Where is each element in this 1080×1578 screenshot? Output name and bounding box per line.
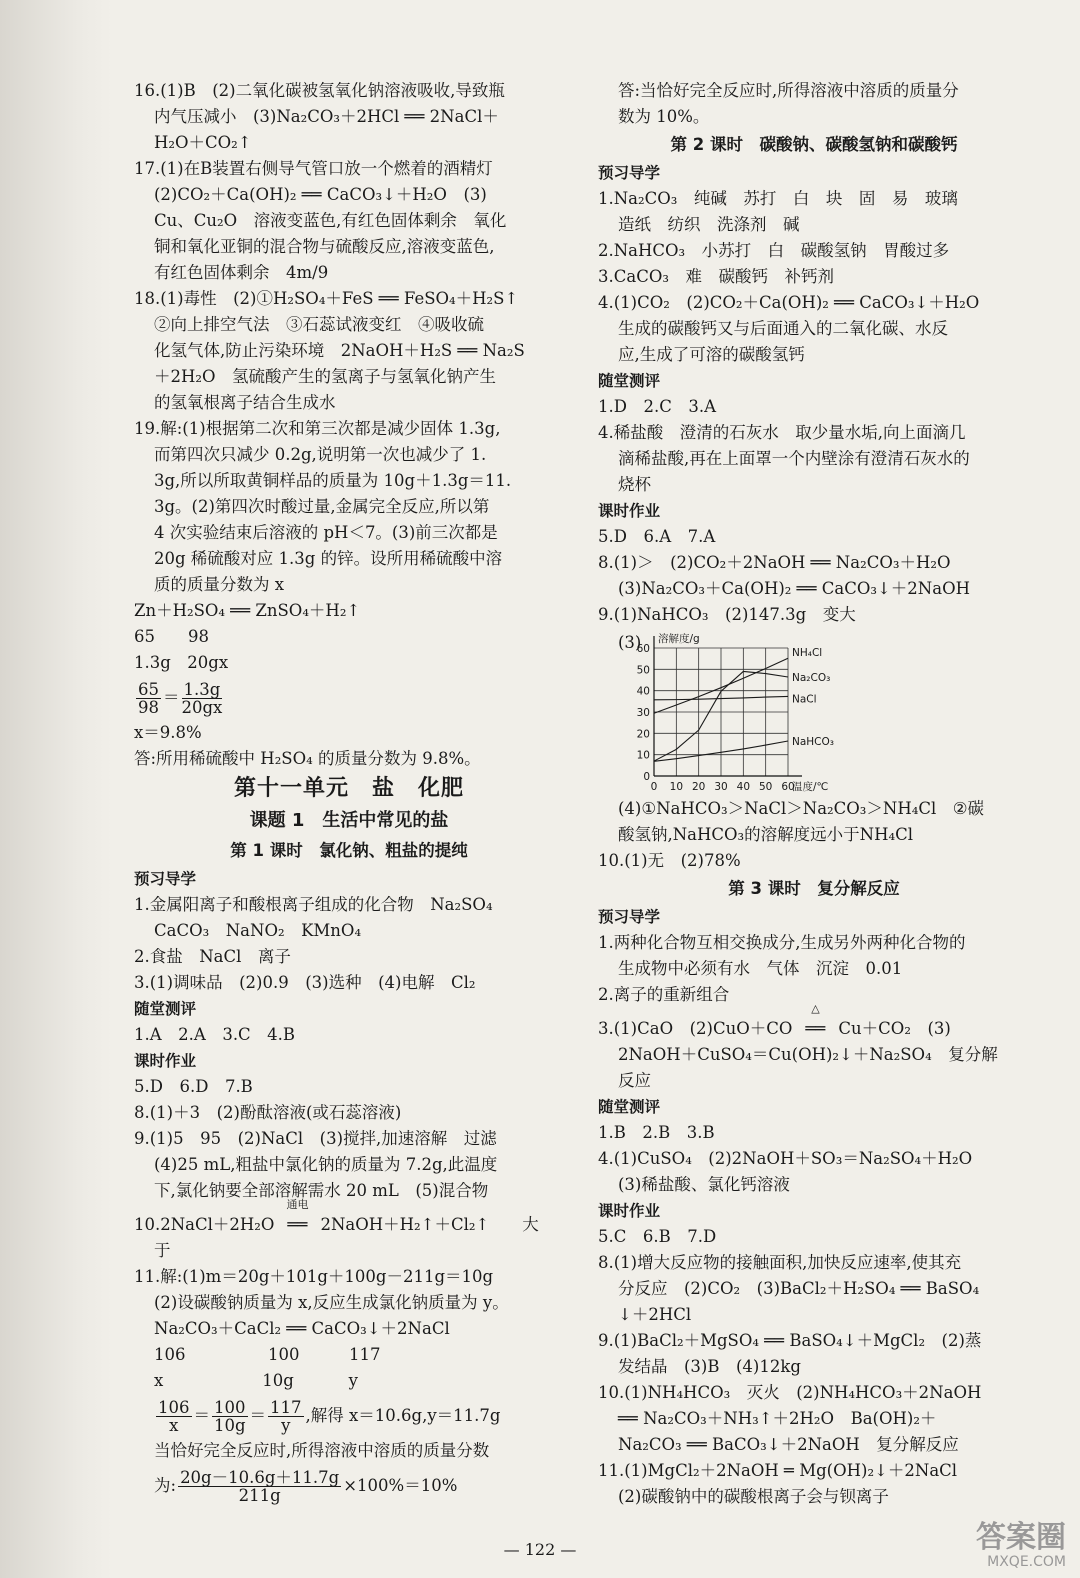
text-line: 5.D 6.D 7.B [134,1077,253,1096]
series-label: Na₂CO₃ [792,672,831,685]
topic-title: 课题 1 生活中常见的盐 [249,810,449,831]
text-line: CaCO₃ NaNO₂ KMnO₄ [154,921,362,940]
y-axis-label: 溶解度/g [658,633,700,645]
y-tick-label: 20 [636,728,650,741]
text-line: 反应 [618,1071,651,1090]
text-line: 生成的碳酸钙又与后面通入的二氧化碳、水反 [618,319,948,338]
text-line: 质的质量分数为 x [154,575,285,594]
text-line: x＝9.8% [134,723,202,742]
text-line: 10.(1)无 (2)78% [598,851,741,870]
fraction: $\frac{117}{y}$ [270,1398,302,1435]
fraction: $\frac{1.3g}{20gx}$ [181,680,223,717]
text-line: 2.离子的重新组合 [598,985,730,1004]
x-tick-label: 50 [758,781,773,793]
text-line: 1.Na₂CO₃ 纯碱 苏打 白 块 固 易 玻璃 [598,189,958,208]
text-line: 8.(1)增大反应物的接触面积,加快反应速率,使其充 [598,1253,962,1272]
lesson-title: 第 1 课时 氯化钠、粗盐的提纯 [230,841,468,860]
text-line: (2)设碳酸钠质量为 x,反应生成氯化钠质量为 y。 [154,1293,509,1312]
text-line: 发结晶 (3)B (4)12kg [618,1357,801,1376]
text-line: (4)25 mL,粗盐中氯化钠的质量为 7.2g,此温度 [154,1155,498,1174]
proportion-equation: $\frac{65}{98}$ ＝ $\frac{1.3g}{20gx}$ [138,680,223,717]
text-line: 9.(1)5 95 (2)NaCl (3)搅拌,加速溶解 过滤 [134,1129,497,1148]
chart-canvas [598,628,1030,796]
fraction: $\frac{100}{10g}$ [213,1398,246,1435]
fraction: $\frac{106}{x}$ [158,1398,190,1435]
text-line: 下,氯化钠要全部溶解需水 20 mL (5)混合物 [154,1181,489,1200]
section-label: 课时作业 [598,502,661,520]
y-tick-label: 50 [636,664,650,677]
watermark-logo [976,1522,1066,1570]
text-line: 2.NaHCO₃ 小苏打 白 碳酸氢钠 胃酸过多 [598,241,950,260]
text-line: 4.稀盐酸 澄清的石灰水 取少量水垢,向上面滴几 [598,423,966,442]
y-tick-label: 60 [636,643,650,655]
reaction-arrow: 通电 ══ [286,1198,309,1234]
text-line: 16.(1)B (2)二氧化碳被氢氧化钠溶液吸收,导致瓶 [134,81,505,100]
watermark-title: 答案圈 [976,1520,1066,1555]
text-line: (3)Na₂CO₃＋Ca(OH)₂ ══ CaCO₃↓＋2NaOH [618,579,970,598]
text-line: 1.A 2.A 3.C 4.B [134,1025,296,1044]
text-line: 1.两种化合物互相交换成分,生成另外两种化合物的 [598,933,966,952]
text-line: 19.解:(1)根据第二次和第三次都是减少固体 1.3g, [134,419,501,438]
text-line: 8.(1)＞ (2)CO₂＋2NaOH ══ Na₂CO₃＋H₂O [598,553,951,572]
x-tick-label: 20 [691,781,706,793]
answer-16 [134,78,564,156]
text-line: 3.CaCO₃ 难 碳酸钙 补钙剂 [598,267,834,286]
text-line: x 10g y [154,1371,358,1390]
text-line: 铜和氧化亚铜的混合物与硫酸反应,溶液变蓝色, [154,237,495,256]
text-line: (2)碳酸钠中的碳酸根离子会与钡离子 [618,1487,889,1506]
x-tick-label: 40 [736,781,751,793]
page-number: — 122 — [503,1540,577,1559]
text-line: 而第四次只减少 0.2g,说明第一次也减少了 1. [154,445,487,464]
text-line: 20g 稀硫酸对应 1.3g 的锌。设所用稀硫酸中溶 [154,549,503,568]
x-axis-label: 温度/℃ [792,781,829,793]
unit-title: 第十一单元 盐 化肥 [233,776,464,801]
text-line: 4.(1)CuSO₄ (2)2NaOH＋SO₃＝Na₂SO₄＋H₂O [598,1149,973,1168]
equation-line: 3.(1)CaO (2)CuO＋CO △ ══ Cu＋CO₂ (3) [598,1016,1030,1042]
text-line: 106 100 117 [154,1345,381,1364]
text-line: 5.D 6.A 7.A [598,527,716,546]
text-line: 应,生成了可溶的碳酸氢钙 [618,345,805,364]
text-line: ＋2H₂O 氢硫酸产生的氢离子与氢氧化钠产生 [154,367,497,386]
right-column [598,78,1030,1510]
x-tick-label: 10 [669,781,684,793]
text-line: 答:当恰好完全反应时,所得溶液中溶质的质量分 [618,81,959,100]
x-tick-label: 0 [650,781,658,793]
text-line: 3.(1)调味品 (2)0.9 (3)选种 (4)电解 Cl₂ [134,973,476,992]
text-line: Na₂CO₃ ══ BaCO₃↓＋2NaOH 复分解反应 [618,1435,959,1454]
text-line: 9.(1)BaCl₂＋MgSO₄ ══ BaSO₄↓＋MgCl₂ (2)蒸 [598,1331,982,1350]
text-line: 数为 10%。 [618,107,710,126]
left-column [134,78,564,1508]
text-line: 9.(1)NaHCO₃ (2)147.3g 变大 [598,605,856,624]
x-tick-label: 60 [781,781,795,793]
text-line: 生成物中必须有水 气体 沉淀 0.01 [618,959,903,978]
text-line: (2)CO₂＋Ca(OH)₂ ══ CaCO₃↓＋H₂O (3) [154,185,487,204]
series-label: NaCl [792,693,817,706]
section-label: 预习导学 [134,870,197,888]
text-line: H₂O＋CO₂↑ [154,133,252,152]
text-line: 8.(1)＋3 (2)酚酞溶液(或石蕊溶液) [134,1103,402,1122]
answer-17 [134,156,564,286]
text-line: 11.解:(1)m＝20g＋101g＋100g－211g＝10g [134,1267,494,1286]
fraction: $\frac{20g-10.6g+11.7g}{211g}$ [180,1468,340,1505]
text-line: 烧杯 [618,475,651,494]
text-line: 2NaOH＋CuSO₄＝Cu(OH)₂↓＋Na₂SO₄ 复分解 [618,1045,998,1064]
text-line: 65 98 [134,627,209,646]
text-line: 有红色固体剩余 4m/9 [154,263,329,282]
equation-line: Na₂CO₃＋CaCl₂ ══ CaCO₃↓＋2NaCl [154,1319,450,1338]
section-label: 随堂测评 [598,1098,661,1116]
text-line: 2.食盐 NaCl 离子 [134,947,291,966]
text-line: 化氢气体,防止污染环境 2NaOH＋H₂S ══ Na₂S [154,341,525,360]
section-label: 课时作业 [134,1052,197,1070]
text-line: 3g。(2)第四次时酸过量,金属完全反应,所以第 [154,497,490,516]
y-tick-label: 40 [636,685,650,698]
section-label: 课时作业 [598,1202,661,1220]
section-label: 预习导学 [598,164,661,182]
x-tick-label: 30 [714,781,728,793]
text-line: (4)①NaHCO₃＞NaCl＞Na₂CO₃＞NH₄Cl ②碳 [618,799,985,818]
text-line: Cu、Cu₂O 溶液变蓝色,有红色固体剩余 氧化 [154,211,507,230]
text-line: 当恰好完全反应时,所得溶液中溶质的质量分数 [154,1441,490,1460]
text-line: 5.C 6.B 7.D [598,1227,717,1246]
text-line: (3)稀盐酸、氯化钙溶液 [618,1175,790,1194]
text-line: 滴稀盐酸,再在上面罩一个内壁涂有澄清石灰水的 [618,449,970,468]
text-line: 4 次实验结束后溶液的 pH＜7。(3)前三次都是 [154,523,498,542]
text-line: ↓＋2HCl [618,1305,692,1324]
fraction: $\frac{65}{98}$ [138,680,159,717]
series-label: NaHCO₃ [792,736,834,749]
text-line: 内气压减小 (3)Na₂CO₃＋2HCl ══ 2NaCl＋ [154,107,499,126]
y-tick-label: 30 [636,707,650,719]
lesson-title: 第 2 课时 碳酸钠、碳酸氢钠和碳酸钙 [670,135,958,154]
lesson-title: 第 3 课时 复分解反应 [728,879,900,898]
text-line: ②向上排空气法 ③石蕊试液变红 ④吸收硫 [154,315,484,334]
y-tick-label: 0 [643,771,650,783]
y-tick-label: 10 [636,749,650,762]
text-line: 答:所用稀硫酸中 H₂SO₄ 的质量分数为 9.8%。 [134,749,481,768]
text-line: ══ Na₂CO₃＋NH₃↑＋2H₂O Ba(OH)₂＋ [618,1409,937,1428]
proportion-equation: $\frac{106}{x}$ ＝ $\frac{100}{10g}$ ＝ $\frac{117}{y}$ ,解得 x＝10.6g,y＝11.7g [158,1398,501,1435]
text-line: 于 [154,1241,171,1260]
reaction-arrow: △ ══ [805,1002,826,1038]
text-line: 造纸 纺织 洗涤剂 碱 [618,215,800,234]
text-line: 17.(1)在B装置右侧导气管口放一个燃着的酒精灯 [134,159,493,178]
equation-line: 10.2NaCl＋2H₂O 通电 ══ 2NaOH＋H₂↑＋Cl₂↑ 大 [134,1212,564,1238]
binding-gutter [0,0,112,1578]
section-label: 随堂测评 [134,1000,197,1018]
text-line: 4.(1)CO₂ (2)CO₂＋Ca(OH)₂ ══ CaCO₃↓＋H₂O [598,293,980,312]
text-line: 分反应 (2)CO₂ (3)BaCl₂＋H₂SO₄ ══ BaSO₄ [618,1279,980,1298]
solubility-chart [598,628,1030,796]
chart-prefix: (3) [618,633,642,652]
watermark-url: MXQE.COM [987,1554,1066,1570]
text-line: 1.B 2.B 3.B [598,1123,715,1142]
text-line: 1.金属阳离子和酸根离子组成的化合物 Na₂SO₄ [134,895,493,914]
answer-18 [134,286,564,416]
text-line: 1.3g 20gx [134,653,229,672]
section-label: 预习导学 [598,908,661,926]
text-line: 的氢氧根离子结合生成水 [154,393,336,412]
text-line: 酸氢钠,NaHCO₃的溶解度远小于NH₄Cl [618,825,914,844]
section-label: 随堂测评 [598,372,661,390]
answer-19 [134,416,564,772]
mass-fraction-equation: 为: $\frac{20g-10.6g+11.7g}{211g}$ ×100%＝10% [154,1468,458,1505]
series-label: NH₄Cl [792,647,823,660]
text-line: 11.(1)MgCl₂＋2NaOH ═ Mg(OH)₂↓＋2NaCl [598,1461,958,1480]
text-line: 3g,所以所取黄铜样品的质量为 10g＋1.3g＝11. [154,471,512,490]
text-line: 10.(1)NH₄HCO₃ 灭火 (2)NH₄HCO₃＋2NaOH [598,1383,982,1402]
text-line: 1.D 2.C 3.A [598,397,716,416]
equation-line: Zn＋H₂SO₄ ══ ZnSO₄＋H₂↑ [134,601,361,620]
text-line: 18.(1)毒性 (2)①H₂SO₄＋FeS ══ FeSO₄＋H₂S↑ [134,289,519,308]
